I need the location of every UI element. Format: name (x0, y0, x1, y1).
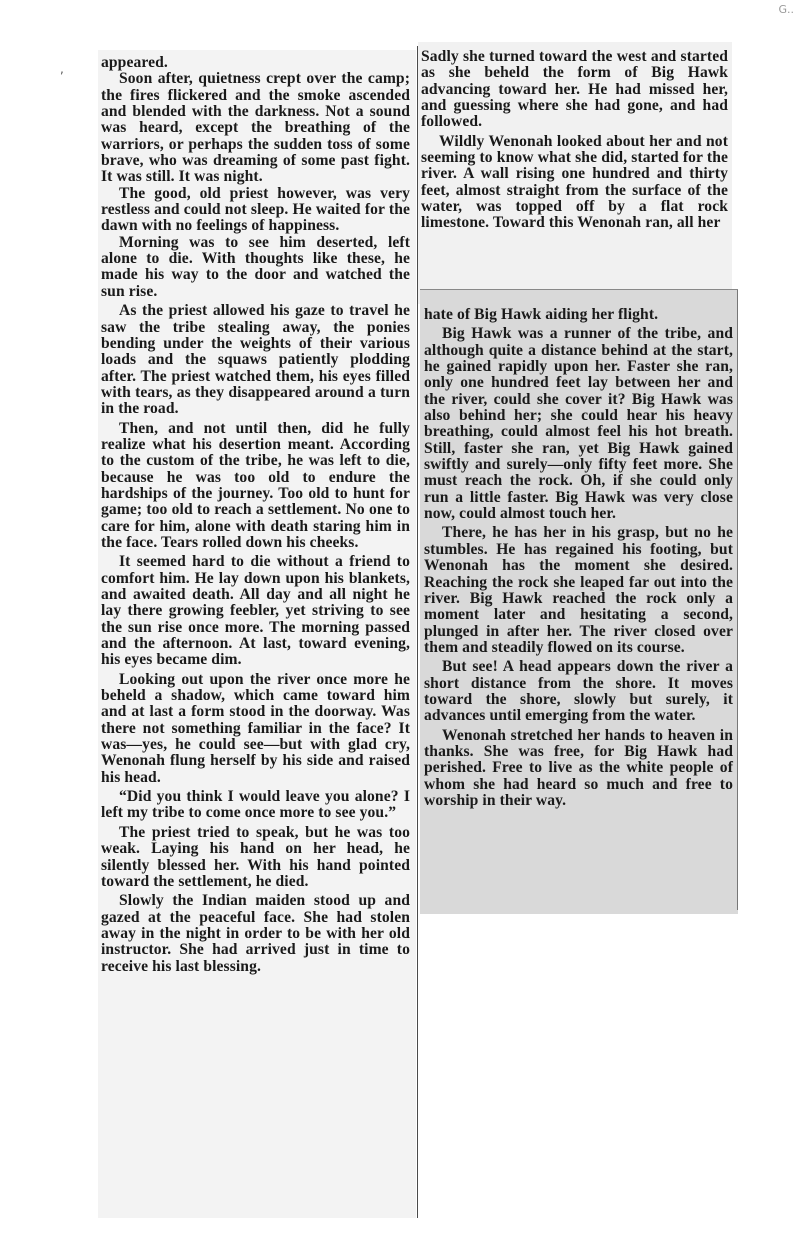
paragraph: Wenonah stretched her hands to heaven in thanks. She was free, for Big Hawk had perished. Free to live as the white people of whom she had heard so much and free to worship in their way. (424, 726, 733, 809)
paragraph: The priest tried to speak, but he was too weak. Laying his hand on her head, he silently blessed her. With his hand pointed toward the settlement, he died. (101, 823, 410, 890)
paragraph: Big Hawk was a runner of the tribe, and although quite a distance behind at the start, he gained rapidly upon her. Faster she ran, only one hundred feet lay between her and the river, could she cover it? Big Hawk was also behind her; she could hear his heavy breathing, could almost feel his hot breath. Still, faster she ran, yet Big Hawk gained swiftly and surely—only fifty feet more. She must reach the rock. Oh, if she could only run a little faster. Big Hawk was very close now, could almost touch her. (424, 325, 733, 523)
paragraph: But see! A head appears down the river a short distance from the shore. It moves toward the shore, slowly but surely, it advances until emerging from the water. (424, 658, 733, 725)
paragraph: It seemed hard to die without a friend to comfort him. He lay down upon his blankets, and awaited death. All day and all night he lay there growing feebler, yet striving to see the sun rise once more. The morning passed and the afternoon. At last, toward evening, his eyes became dim. (101, 553, 410, 669)
paragraph: The good, old priest however, was very restless and could not sleep. He waited for the dawn with no feelings of happiness. (101, 184, 410, 235)
paragraph: Then, and not until then, did he fully realize what his desertion meant. According to the custom of the tribe, he was left to die, because he was too old to endure the hardships of the journey. Too old to hunt for game; too old to reach a settlement. No one to care for him, alone with death staring him in the face. Tears rolled down his cheeks. (101, 419, 410, 551)
paragraph: As the priest allowed his gaze to travel he saw the tribe stealing away, the ponies bending under the weights of their various loads and the squaws patiently plodding after. The priest watched them, his eyes filled with tears, as they disappeared around a turn in the road. (101, 302, 410, 418)
paragraph: Slowly the Indian maiden stood up and gazed at the peaceful face. She had stolen away in the night in order to be with her old instructor. She had arrived just in time to receive his last blessing. (101, 892, 410, 975)
column-divider (417, 46, 418, 1218)
paragraph: Morning was to see him deserted, left alone to die. With thoughts like these, he made his way to the door and watched the sun rise. (101, 233, 410, 300)
paragraph: There, he has her in his grasp, but no he stumbles. He has regained his footing, but Wenonah has the moment she desired. Reaching the rock she leaped far out into the river. Big Hawk reached the rock only a moment later and hesitating a second, plunged in after her. The river closed over them and steadily flowed on its course. (424, 524, 733, 656)
clipping-join-line (420, 289, 738, 290)
margin-tick: , (60, 62, 64, 76)
left-column-text (101, 55, 410, 975)
clipping-edge-line (737, 290, 738, 910)
paragraph: “Did you think I would leave you alone? I left my tribe to come once more to see you.” (101, 788, 410, 822)
paragraph: appeared. (101, 54, 168, 71)
paragraph: Sadly she turned toward the west and started as she beheld the form of Big Hawk advancing toward her. He had missed her, and guessing where she had gone, and had followed. (421, 48, 728, 131)
paragraph: Looking out upon the river once more he beheld a shadow, which came toward him and at last a form stood in the doorway. Was there not something familiar in the face? It was—yes, he could see—but with glad cry, Wenonah flung herself by his side and raised his head. (101, 670, 410, 786)
margin-annotation: G.. (778, 3, 794, 16)
paragraph: Soon after, quietness crept over the camp; the fires flickered and the smoke ascended and blended with the darkness. Not a sound was heard, except the breathing of the warriors, or perhaps the sudden toss of some brave, who was dreaming of some past fight. It was still. It was night. (101, 70, 410, 186)
paragraph: hate of Big Hawk aiding her flight. (424, 306, 659, 323)
right-column-top-text (421, 49, 728, 232)
right-column-bottom-text (424, 307, 733, 809)
paragraph: Wildly Wenonah looked about her and not seeming to know what she did, started for the river. A wall rising one hundred and thirty feet, almost straight from the surface of the water, was topped off by a flat rock limestone. Toward this Wenonah ran, all her (421, 132, 728, 232)
